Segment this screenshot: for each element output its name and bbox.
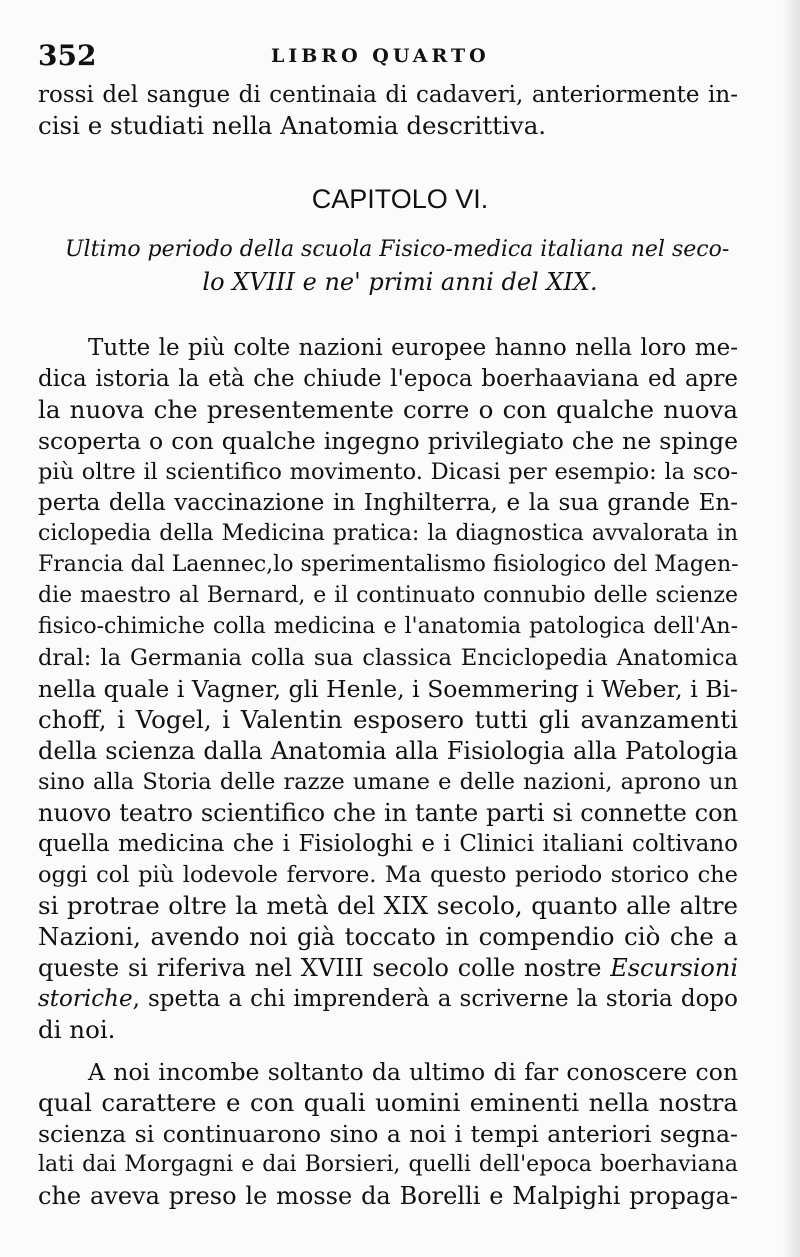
text-line: la nuova che presentemente corre o con qualche nuova <box>38 395 738 424</box>
text-line: A noi incombe soltanto da ultimo di far conoscere con <box>88 1058 738 1086</box>
italic-title: Escursioni <box>610 954 738 982</box>
text-line: nuovo teatro scientifico che in tante parti si connette con <box>38 799 738 827</box>
text-line: dral: la Germania colla sua classica Enciclopedia Anatomica <box>38 645 738 671</box>
text-line: rossi del sangue di centinaia di cadaveri, anteriormente in- <box>38 82 738 108</box>
text-line: scoperta o con qualche ingegno privilegiato che ne spinge <box>38 427 738 455</box>
text-line: sino alla Storia delle razze umane e delle nazioni, aprono un <box>38 769 738 795</box>
text-line: si protrae oltre la metà del XIX secolo, quanto alle altre <box>38 891 738 920</box>
text-line: choff, i Vogel, i Valentin esposero tutti gli avanzamenti <box>38 705 738 734</box>
text-line: perta della vaccinazione in Inghilterra, e la sua grande En- <box>38 490 738 516</box>
chapter-subtitle: lo XVIII e ne' primi anni del XIX. <box>202 268 598 296</box>
text-line: ciclopedia della Medicina pratica: la diagnostica avvalorata in <box>38 521 738 546</box>
text-line: fisico-chimiche colla medicina e l'anatomia patologica dell'An- <box>38 614 738 639</box>
text-line: oggi col più lodevole fervore. Ma questo periodo storico che <box>38 862 738 888</box>
text-line: die maestro al Bernard, e il continuato connubio delle scienze <box>38 583 738 608</box>
text-line: storiche, spetta a chi imprenderà a scriverne la storia dopo <box>38 986 738 1012</box>
text-line: dica istoria la età che chiude l'epoca boerhaaviana ed apre <box>38 366 738 392</box>
text-line: qual carattere e con quali uomini eminenti nella nostra <box>38 1088 738 1117</box>
text-line: queste si riferiva nel XVIII secolo colle nostre Escursioni <box>38 954 738 982</box>
chapter-heading: CAPITOLO VI. <box>311 184 489 214</box>
text-line: più oltre il scientifico movimento. Dicasi per esempio: la sco- <box>38 459 738 485</box>
running-head: LIBRO QUARTO <box>271 45 490 67</box>
text-line: scienza si continuarono sino a noi i tempi anteriori segna- <box>38 1120 738 1148</box>
page-header <box>38 38 738 74</box>
text-line: Tutte le più colte nazioni europee hanno nella loro me- <box>88 335 738 361</box>
text-line: quella medicina che i Fisiologhi e i Clinici italiani coltivano <box>38 831 738 857</box>
text-line: della scienza dalla Anatomia alla Fisiologia alla Patologia <box>38 737 738 765</box>
text-line: Francia dal Laennec,lo sperimentalismo fisiologico del Magen- <box>38 552 739 577</box>
chapter-subtitle: Ultimo periodo della scuola Fisico-medica italiana nel seco- <box>65 237 730 262</box>
text-line: nella quale i Vagner, gli Henle, i Soemmering i Weber, i Bi- <box>38 675 738 703</box>
text-line: lati dai Morgagni e dai Borsieri, quelli dell'epoca boerhaviana <box>38 1152 738 1177</box>
page-number: 352 <box>38 39 97 72</box>
text-line: Nazioni, avendo noi già toccato in compendio ciò che a <box>38 922 738 951</box>
text-line: di noi. <box>38 1015 116 1044</box>
text-line: che aveva preso le mosse da Borelli e Malpighi propaga- <box>38 1182 738 1210</box>
italic-title: storiche <box>38 986 133 1012</box>
text-line: cisi e studiati nella Anatomia descrittiva. <box>38 111 547 140</box>
